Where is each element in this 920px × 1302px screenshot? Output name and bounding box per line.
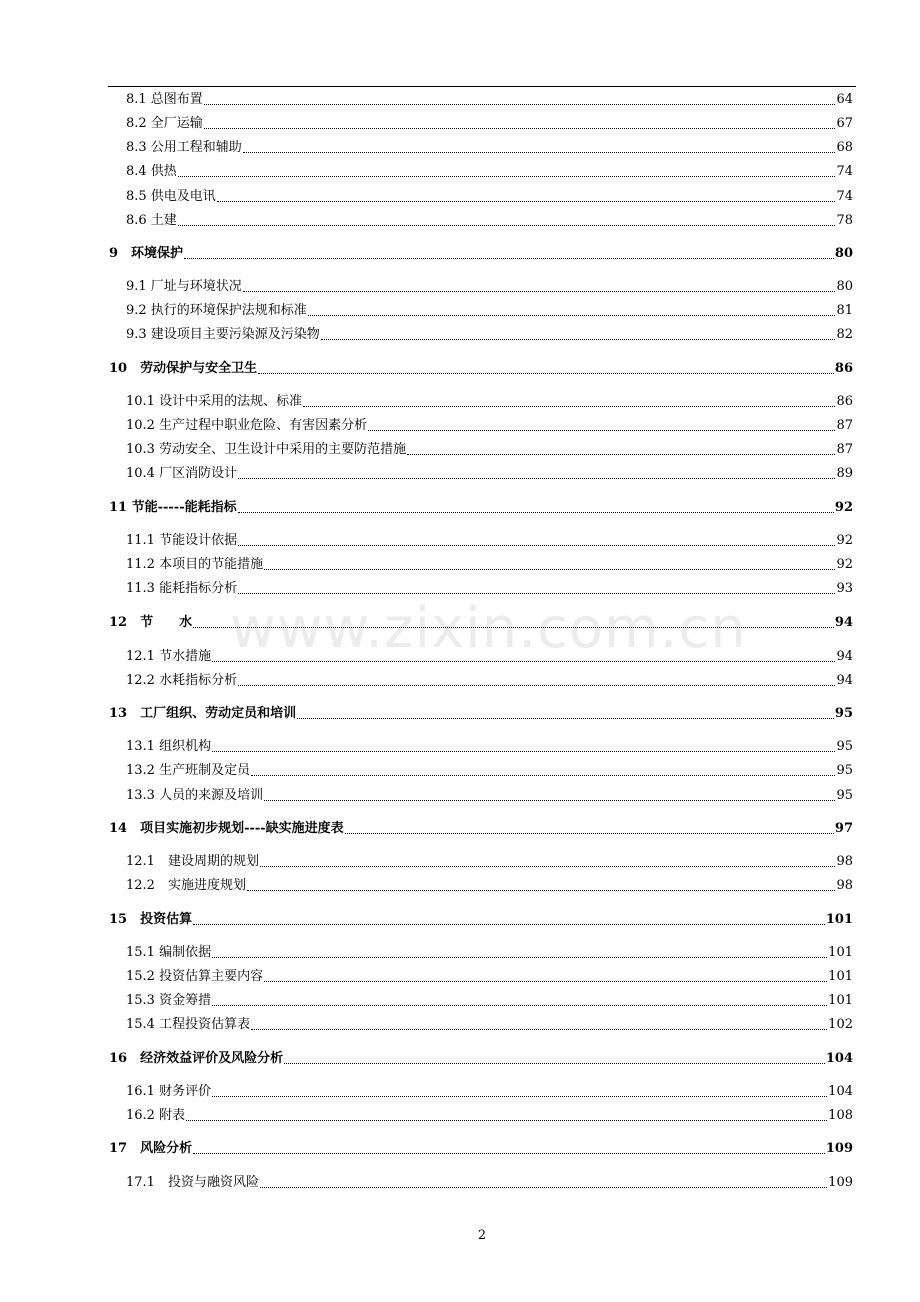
toc-entry[interactable] xyxy=(0,189,853,205)
toc-entry[interactable] xyxy=(0,1017,853,1033)
toc-entry-title: 9.2 执行的环境保护法规和标准 xyxy=(126,303,307,318)
toc-entry[interactable] xyxy=(0,739,853,755)
toc-entry-page: 101 xyxy=(828,945,853,960)
toc-entry-page: 87 xyxy=(836,442,853,457)
toc-entry[interactable] xyxy=(0,1108,853,1124)
dot-leader xyxy=(243,151,836,153)
toc-entry-page: 98 xyxy=(836,854,853,869)
toc-entry[interactable] xyxy=(0,763,853,779)
watermark: www.zixin.com.cn xyxy=(230,596,747,661)
toc-entry-title: 12.2 水耗指标分析 xyxy=(126,673,238,688)
dot-leader xyxy=(184,257,834,259)
dot-leader xyxy=(238,592,835,594)
toc-chapter-page: 109 xyxy=(825,1141,853,1156)
toc-entry-title: 10.1 设计中采用的法规、标准 xyxy=(126,394,303,409)
dot-leader xyxy=(204,127,836,129)
toc-entry-page: 93 xyxy=(836,581,853,596)
toc-entry-title: 8.1 总图布置 xyxy=(126,92,203,107)
toc-entry-page: 82 xyxy=(836,327,853,342)
toc-entry[interactable] xyxy=(0,116,853,132)
dot-leader xyxy=(407,453,835,455)
toc-entry[interactable] xyxy=(0,394,853,410)
toc-entry-page: 108 xyxy=(828,1108,853,1123)
toc-entry-page: 67 xyxy=(836,116,853,131)
toc-entry-title: 9.1 厂址与环境状况 xyxy=(126,279,242,294)
dot-leader xyxy=(238,511,834,513)
toc-entry[interactable] xyxy=(0,673,853,689)
toc-entry-title: 8.5 供电及电讯 xyxy=(126,189,216,204)
toc-entry[interactable] xyxy=(0,1175,853,1191)
toc-chapter[interactable] xyxy=(0,821,853,837)
toc-entry-page: 86 xyxy=(836,394,853,409)
toc-entry[interactable] xyxy=(0,92,853,108)
dot-leader xyxy=(264,568,835,570)
dot-leader xyxy=(251,1028,827,1030)
toc-chapter-title: 15 投资估算 xyxy=(109,912,193,927)
toc-chapter-page: 97 xyxy=(834,821,853,836)
toc-chapter-title: 14 项目实施初步规划----缺实施进度表 xyxy=(109,821,344,836)
dot-leader xyxy=(186,1119,827,1121)
toc-entry-title: 10.3 劳动安全、卫生设计中采用的主要防范措施 xyxy=(126,442,407,457)
dot-leader xyxy=(308,314,836,316)
toc-chapter-title: 16 经济效益评价及风险分析 xyxy=(109,1051,284,1066)
toc-entry[interactable] xyxy=(0,993,853,1009)
dot-leader xyxy=(217,200,836,202)
toc-entry[interactable] xyxy=(0,327,853,343)
toc-entry-title: 17.1 投资与融资风险 xyxy=(126,1175,259,1190)
toc-entry-title: 15.2 投资估算主要内容 xyxy=(126,969,264,984)
toc-chapter-page: 86 xyxy=(834,361,853,376)
toc-entry-page: 101 xyxy=(828,969,853,984)
toc-entry-page: 94 xyxy=(836,673,853,688)
toc-chapter-title: 10 劳动保护与安全卫生 xyxy=(109,361,258,376)
dot-leader xyxy=(297,717,834,719)
toc-entry[interactable] xyxy=(0,303,853,319)
toc-entry-title: 10.4 厂区消防设计 xyxy=(126,466,238,481)
toc-entry[interactable] xyxy=(0,945,853,961)
dot-leader xyxy=(258,372,834,374)
toc-entry-title: 8.2 全厂运输 xyxy=(126,116,203,131)
toc-entry[interactable] xyxy=(0,213,853,229)
toc-entry-page: 87 xyxy=(836,418,853,433)
toc-chapter-title: 12 节 水 xyxy=(109,615,193,630)
toc-entry-title: 12.1 节水措施 xyxy=(126,649,212,664)
toc-chapter-page: 95 xyxy=(834,706,853,721)
toc-entry-page: 64 xyxy=(836,92,853,107)
dot-leader xyxy=(284,1062,825,1064)
dot-leader xyxy=(368,429,835,431)
toc-entry[interactable] xyxy=(0,581,853,597)
toc-entry-title: 12.2 实施进度规划 xyxy=(126,878,246,893)
toc-entry[interactable] xyxy=(0,164,853,180)
toc-entry[interactable] xyxy=(0,279,853,295)
toc-entry[interactable] xyxy=(0,466,853,482)
toc-entry[interactable] xyxy=(0,140,853,156)
toc-entry-title: 11.3 能耗指标分析 xyxy=(126,581,238,596)
toc-entry[interactable] xyxy=(0,442,853,458)
toc-chapter-title: 17 风险分析 xyxy=(109,1141,193,1156)
toc-entry-page: 94 xyxy=(836,649,853,664)
dot-leader xyxy=(212,956,827,958)
toc-chapter[interactable] xyxy=(0,912,853,928)
page-number: 2 xyxy=(477,1228,487,1243)
toc-entry[interactable] xyxy=(0,878,853,894)
dot-leader xyxy=(303,405,835,407)
toc-entry[interactable] xyxy=(0,788,853,804)
toc-entry-page: 74 xyxy=(836,189,853,204)
dot-leader xyxy=(178,224,836,226)
toc-chapter[interactable] xyxy=(0,706,853,722)
dot-leader xyxy=(243,290,836,292)
toc-entry-title: 13.2 生产班制及定员 xyxy=(126,763,251,778)
dot-leader xyxy=(212,750,835,752)
toc-entry-page: 92 xyxy=(836,533,853,548)
toc-entry-title: 15.4 工程投资估算表 xyxy=(126,1017,251,1032)
dot-leader xyxy=(238,477,835,479)
dot-leader xyxy=(251,774,835,776)
toc-entry-page: 95 xyxy=(836,788,853,803)
dot-leader xyxy=(238,544,835,546)
toc-entry-title: 8.4 供热 xyxy=(126,164,177,179)
toc-entry[interactable] xyxy=(0,1084,853,1100)
toc-chapter-page: 101 xyxy=(825,912,853,927)
toc-entry-title: 8.3 公用工程和辅助 xyxy=(126,140,242,155)
toc-entry[interactable] xyxy=(0,557,853,573)
toc-entry-page: 95 xyxy=(836,739,853,754)
toc-entry-page: 104 xyxy=(828,1084,853,1099)
dot-leader xyxy=(345,832,834,834)
toc-entry-page: 98 xyxy=(836,878,853,893)
dot-leader xyxy=(264,799,835,801)
dot-leader xyxy=(193,1152,825,1154)
toc-entry[interactable] xyxy=(0,854,853,870)
toc-entry-title: 8.6 土建 xyxy=(126,213,177,228)
dot-leader xyxy=(247,889,836,891)
toc-entry-title: 10.2 生产过程中职业危险、有害因素分析 xyxy=(126,418,368,433)
toc-entry[interactable] xyxy=(0,969,853,985)
toc-chapter[interactable] xyxy=(0,1051,853,1067)
toc-entry-title: 9.3 建设项目主要污染源及污染物 xyxy=(126,327,320,342)
toc-chapter-page: 94 xyxy=(834,615,853,630)
dot-leader xyxy=(178,175,836,177)
toc-entry-page: 78 xyxy=(836,213,853,228)
toc-entry-page: 80 xyxy=(836,279,853,294)
toc-entry-title: 13.3 人员的来源及培训 xyxy=(126,788,264,803)
toc-entry-page: 81 xyxy=(836,303,853,318)
toc-entry-title: 12.1 建设周期的规划 xyxy=(126,854,259,869)
toc-chapter[interactable] xyxy=(0,1141,853,1157)
toc-entry-page: 95 xyxy=(836,763,853,778)
toc-entry-page: 102 xyxy=(828,1017,853,1032)
toc-entry-title: 15.1 编制依据 xyxy=(126,945,212,960)
toc-chapter[interactable] xyxy=(0,500,853,516)
dot-leader xyxy=(193,923,825,925)
dot-leader xyxy=(212,1095,827,1097)
toc-chapter[interactable] xyxy=(0,246,853,262)
dot-leader xyxy=(238,684,835,686)
toc-entry-title: 15.3 资金筹措 xyxy=(126,993,212,1008)
toc-entry[interactable] xyxy=(0,418,853,434)
toc-chapter-page: 92 xyxy=(834,500,853,515)
toc-chapter[interactable] xyxy=(0,361,853,377)
dot-leader xyxy=(212,1004,827,1006)
toc-chapter-page: 80 xyxy=(834,246,853,261)
toc-chapter-page: 104 xyxy=(825,1051,853,1066)
dot-leader xyxy=(264,980,827,982)
toc-entry[interactable] xyxy=(0,533,853,549)
toc-entry-title: 16.1 财务评价 xyxy=(126,1084,212,1099)
toc-chapter-title: 9 环境保护 xyxy=(109,246,184,261)
dot-leader xyxy=(321,338,836,340)
toc-chapter-title: 13 工厂组织、劳动定员和培训 xyxy=(109,706,297,721)
toc-entry-page: 109 xyxy=(828,1175,853,1190)
toc-entry-page: 74 xyxy=(836,164,853,179)
dot-leader xyxy=(260,1186,827,1188)
toc-entry-title: 11.2 本项目的节能措施 xyxy=(126,557,264,572)
toc-entry-title: 11.1 节能设计依据 xyxy=(126,533,238,548)
toc-entry-page: 92 xyxy=(836,557,853,572)
dot-leader xyxy=(204,103,836,105)
toc-entry-page: 89 xyxy=(836,466,853,481)
dot-leader xyxy=(260,865,836,867)
toc-entry-page: 68 xyxy=(836,140,853,155)
toc-chapter-title: 11 节能-----能耗指标 xyxy=(109,500,237,515)
toc-entry-page: 101 xyxy=(828,993,853,1008)
toc-entry-title: 13.1 组织机构 xyxy=(126,739,212,754)
toc-entry-title: 16.2 附表 xyxy=(126,1108,186,1123)
